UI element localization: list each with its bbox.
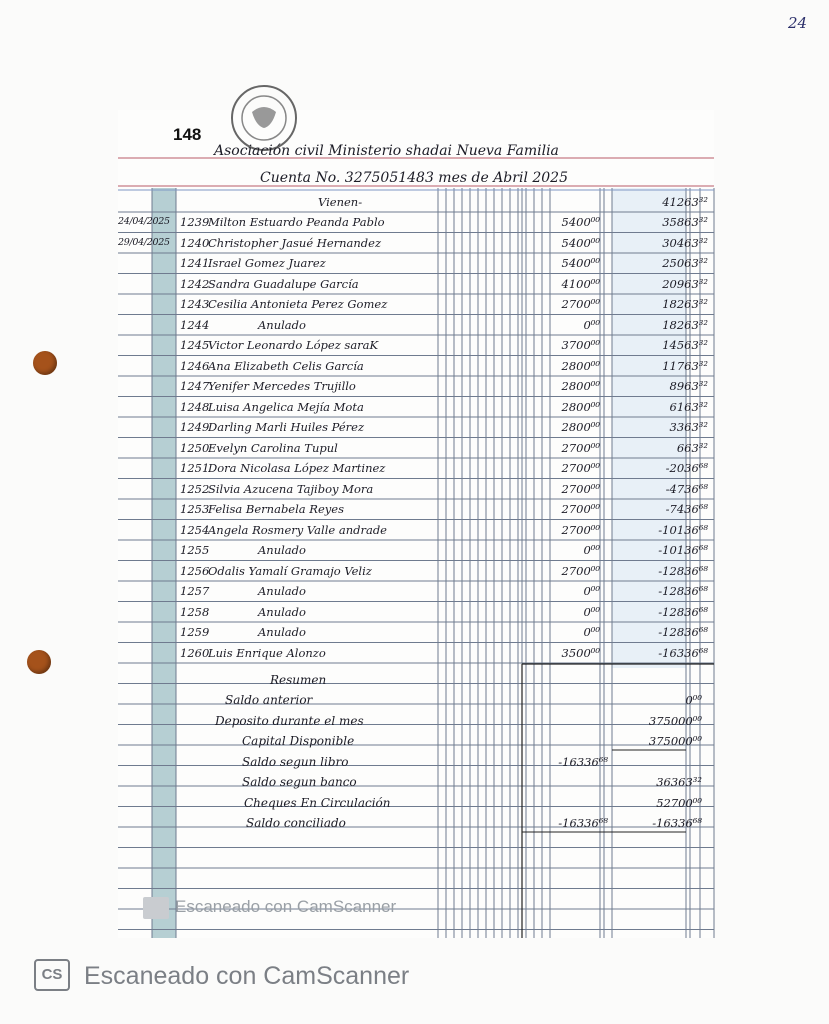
ledger-row-check-number: 1245 xyxy=(180,338,210,352)
ledger-row-payee: Evelyn Carolina Tupul xyxy=(208,440,338,455)
summary-mid-value: -16336⁶⁸ xyxy=(558,816,608,830)
ledger-row-balance: -12836⁶⁸ xyxy=(658,604,708,619)
ledger-row-balance: 25063³² xyxy=(662,256,708,270)
ledger-row-amount: 5400⁰⁰ xyxy=(561,215,600,229)
summary-right-value: 375000⁰⁰ xyxy=(648,734,702,748)
ledger-row-payee: Darling Marli Huiles Pérez xyxy=(208,420,365,434)
summary-label: Saldo segun banco xyxy=(242,775,357,789)
ledger-row-payee: Victor Leonardo López saraK xyxy=(208,338,379,352)
summary-label: Cheques En Circulación xyxy=(244,795,391,810)
ledger-row-balance: 6163³² xyxy=(669,399,708,414)
ledger-row-balance: -10136⁶⁸ xyxy=(658,543,708,557)
ledger-row xyxy=(118,643,714,663)
ledger-row-check-number: 1258 xyxy=(180,604,210,619)
ledger-row-payee: Anulado xyxy=(258,625,306,639)
ledger-row-check-number: 1256 xyxy=(180,563,210,578)
page-number: 148 xyxy=(173,125,202,144)
ledger-row-amount: 2700⁰⁰ xyxy=(561,461,600,475)
ledger-row-payee: Cesilia Antonieta Perez Gomez xyxy=(208,297,388,311)
ledger-row-amount: 0⁰⁰ xyxy=(583,625,600,639)
ledger-row-payee: Anulado xyxy=(258,604,306,619)
ledger-row-balance: 35863³² xyxy=(662,215,708,229)
ledger-row-balance: 11763³² xyxy=(662,358,708,373)
watermark-bottom: Escaneado con CamScanner xyxy=(84,962,410,990)
ledger-row-amount: 2700⁰⁰ xyxy=(561,440,600,455)
camscanner-inner-logo-icon xyxy=(143,897,169,919)
summary-label: Deposito durante el mes xyxy=(215,713,364,728)
camscanner-logo-icon: CS xyxy=(34,959,70,991)
ledger-row-date: 29/04/2025 xyxy=(118,236,170,248)
ledger-subtitle: Cuenta No. 3275051483 mes de Abril 2025 xyxy=(260,170,568,186)
summary-right-value: 0⁰⁰ xyxy=(685,693,702,707)
ledger-row-balance: 3363³² xyxy=(669,420,708,434)
ledger-row xyxy=(118,602,714,622)
ledger-row-amount: 2800⁰⁰ xyxy=(561,379,600,393)
brought-forward-label: Vienen- xyxy=(318,195,363,209)
ledger-row xyxy=(118,397,714,417)
ledger-row-check-number: 1249 xyxy=(180,420,210,434)
ledger-row-payee: Felisa Bernabela Reyes xyxy=(208,502,344,516)
ledger-row-check-number: 1252 xyxy=(180,481,210,496)
ledger-row-balance: -16336⁶⁸ xyxy=(658,645,708,660)
ledger-row-payee: Anulado xyxy=(258,584,306,598)
ledger-row-amount: 5400⁰⁰ xyxy=(561,235,600,250)
ledger-row-check-number: 1247 xyxy=(180,379,210,393)
ledger-row-amount: 2800⁰⁰ xyxy=(561,420,600,434)
ledger-row-payee: Ana Elizabeth Celis García xyxy=(208,358,364,373)
ledger-row-balance: 8963³² xyxy=(669,379,708,393)
ledger-row xyxy=(118,520,714,540)
ledger-row-balance: 18263³² xyxy=(662,297,708,311)
ledger-row-check-number: 1260 xyxy=(180,645,210,660)
ledger-row-date: 24/04/2025 xyxy=(118,216,170,227)
ledger-row-check-number: 1241 xyxy=(180,256,210,270)
ledger-row xyxy=(118,253,714,273)
ledger-row-check-number: 1255 xyxy=(180,543,210,557)
summary-right-value: 52700⁰⁰ xyxy=(656,795,702,810)
ledger-row-amount: 0⁰⁰ xyxy=(583,317,600,332)
ledger-row xyxy=(118,540,714,560)
ledger-row-check-number: 1254 xyxy=(180,522,210,537)
ledger-row-amount: 0⁰⁰ xyxy=(583,604,600,619)
ledger-row xyxy=(118,274,714,294)
ledger-row-check-number: 1259 xyxy=(180,625,210,639)
ledger-row-payee: Angela Rosmery Valle andrade xyxy=(208,522,387,537)
ledger-row-payee: Sandra Guadalupe García xyxy=(208,276,359,291)
ledger-row xyxy=(118,479,714,499)
ledger-row-payee: Anulado xyxy=(258,317,306,332)
ledger-row-balance: -10136⁶⁸ xyxy=(658,522,708,537)
summary-label: Saldo conciliado xyxy=(246,816,346,830)
ledger-row-amount: 2700⁰⁰ xyxy=(561,522,600,537)
ledger-row-payee: Silvia Azucena Tajiboy Mora xyxy=(208,481,374,496)
ledger-row xyxy=(118,438,714,458)
ledger-row-check-number: 1251 xyxy=(180,461,210,475)
ledger-row xyxy=(118,376,714,396)
summary-right-value: -16336⁶⁸ xyxy=(652,816,702,830)
summary-right-value: 36363³² xyxy=(656,775,702,789)
ledger-row-amount: 2800⁰⁰ xyxy=(561,358,600,373)
ledger-row xyxy=(118,417,714,437)
ledger-row xyxy=(118,561,714,581)
summary-label: Saldo anterior xyxy=(225,693,313,707)
ledger-row-check-number: 1246 xyxy=(180,358,210,373)
ledger-row xyxy=(118,315,714,335)
ledger-row-balance: -7436⁶⁸ xyxy=(665,502,708,516)
ledger-row-balance: -12836⁶⁸ xyxy=(658,563,708,578)
ledger-row-balance: 20963³² xyxy=(662,276,708,291)
ledger-row-balance: 14563³² xyxy=(662,338,708,352)
ledger-row xyxy=(118,622,714,642)
summary-mid-value: -16336⁶⁸ xyxy=(558,754,608,769)
brought-forward-balance: 41263³² xyxy=(662,195,708,209)
ledger-row-check-number: 1253 xyxy=(180,502,210,516)
ledger-row-amount: 2700⁰⁰ xyxy=(561,502,600,516)
ledger-row-payee: Luisa Angelica Mejía Mota xyxy=(208,399,364,414)
ledger-row-amount: 0⁰⁰ xyxy=(583,584,600,598)
brought-forward-row xyxy=(118,192,714,212)
ledger-row-amount: 0⁰⁰ xyxy=(583,543,600,557)
ledger-row xyxy=(118,356,714,376)
ledger-row xyxy=(118,294,714,314)
summary-heading: Resumen xyxy=(270,673,327,687)
ledger-row-balance: 18263³² xyxy=(662,317,708,332)
ledger-row xyxy=(118,212,714,232)
seal-stamp-icon xyxy=(232,86,296,150)
ledger-row-amount: 2700⁰⁰ xyxy=(561,481,600,496)
ledger-row-amount: 3700⁰⁰ xyxy=(561,338,600,352)
ledger-row xyxy=(118,458,714,478)
ledger-row-balance: -12836⁶⁸ xyxy=(658,584,708,598)
ledger-title: Asociación civil Ministerio shadai Nueva Familia xyxy=(214,143,559,159)
ledger-row xyxy=(118,233,714,253)
ledger-row xyxy=(118,335,714,355)
ledger-row-payee: Odalis Yamalí Gramajo Veliz xyxy=(208,563,372,578)
ledger-row-check-number: 1248 xyxy=(180,399,210,414)
ledger-row-amount: 2800⁰⁰ xyxy=(561,399,600,414)
ledger-row-check-number: 1257 xyxy=(180,584,210,598)
ledger-row-check-number: 1244 xyxy=(180,317,210,332)
ledger-row-balance: -2036⁶⁸ xyxy=(665,461,708,475)
summary-label: Capital Disponible xyxy=(242,734,355,748)
ledger-row-check-number: 1239 xyxy=(180,215,210,229)
ledger-row-payee: Israel Gomez Juarez xyxy=(208,256,326,270)
watermark-inner: Escaneado con CamScanner xyxy=(175,897,397,916)
punch-hole-bottom xyxy=(27,650,51,674)
ledger-row xyxy=(118,581,714,601)
ledger-row-amount: 2700⁰⁰ xyxy=(561,297,600,311)
summary-right-value: 375000⁰⁰ xyxy=(648,713,702,728)
ledger-row-check-number: 1242 xyxy=(180,276,210,291)
ledger-row-balance: 663³² xyxy=(676,440,708,455)
ledger-row-payee: Dora Nicolasa López Martinez xyxy=(208,461,386,475)
ledger-row xyxy=(118,499,714,519)
ledger-row-check-number: 1240 xyxy=(180,235,210,250)
ledger-row-check-number: 1243 xyxy=(180,297,210,311)
ledger-row-payee: Milton Estuardo Peanda Pablo xyxy=(208,215,385,229)
ledger-row-payee: Christopher Jasué Hernandez xyxy=(208,235,382,250)
ledger-row-balance: 30463³² xyxy=(662,235,708,250)
ledger-row-payee: Yenifer Mercedes Trujillo xyxy=(208,379,356,393)
ledger-row-payee: Anulado xyxy=(258,543,306,557)
ledger-row-payee: Luis Enrique Alonzo xyxy=(208,645,326,660)
ledger-row-balance: -12836⁶⁸ xyxy=(658,625,708,639)
ledger-row-amount: 4100⁰⁰ xyxy=(561,276,600,291)
ledger-row-balance: -4736⁶⁸ xyxy=(665,481,708,496)
ledger-row-amount: 5400⁰⁰ xyxy=(561,256,600,270)
ledger-row-amount: 2700⁰⁰ xyxy=(561,563,600,578)
ledger-row-amount: 3500⁰⁰ xyxy=(561,645,600,660)
corner-page-number: 24 xyxy=(788,14,808,32)
summary-label: Saldo segun libro xyxy=(242,754,349,769)
punch-hole-top xyxy=(33,351,57,375)
ledger-row-check-number: 1250 xyxy=(180,440,210,455)
